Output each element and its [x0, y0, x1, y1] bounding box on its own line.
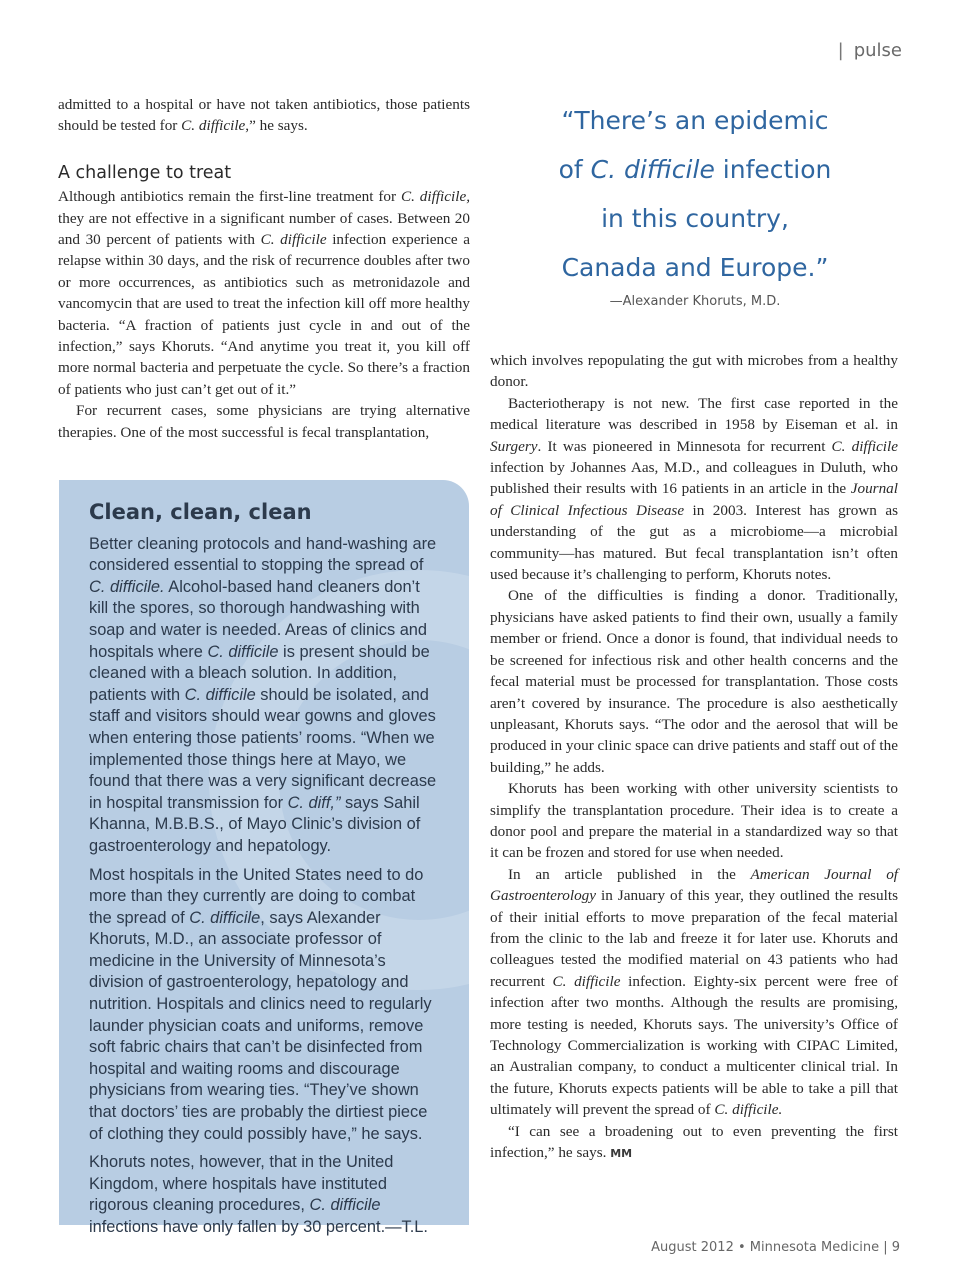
pull-quote-line: in this country,	[601, 204, 789, 233]
body-paragraph: For recurrent cases, some physicians are trying alternative therapies. One of the most successful is fecal transplantation,	[58, 402, 470, 441]
section-name: pulse	[853, 40, 902, 61]
signoff-mark: MM	[610, 1147, 633, 1161]
body-paragraph: One of the difficulties is finding a donor. Traditionally, physicians have asked patients to find their own, usually a family member or friend. Once a donor is found, that individual needs to be screened for infectious risk and other health concerns and the fecal material must be processed for transplantation. Those costs aren’t covered by insurance. The procedure is also aesthetically unpleasant, Khoruts says. “The odor and the aerosol that will be produced in your clinic space can drive patients and staff out of the building,” he adds.	[490, 587, 898, 776]
body-paragraph: Although antibiotics remain the first-line treatment for C. difficile, they are not effective in a significant number of cases. Between 20 and 30 percent of patients with C. difficile infection experience a relapse within 30 days, and the risk of recurrence doubles after two or more occurrences, as antibiotics such as metronidazole and vancomycin that are used to treat the infection kill off more healthy bacteria. “A fraction of patients just cycle in and out of the infection,” says Khoruts. “And anytime you treat it, you kill off more normal bacteria and perpetuate the cycle. So there’s a fraction of patients who just can’t get out of it.”	[58, 188, 470, 398]
sidebar-paragraph: Khoruts notes, however, that in the United Kingdom, where hospitals have instituted rigorous cleaning procedures, C. difficile infections have only fallen by 30 percent.—T.L.	[89, 1153, 428, 1236]
sidebar-title: Clean, clean, clean	[89, 500, 312, 524]
sidebar-paragraph: Better cleaning protocols and hand-washing are considered essential to stopping the spread of C. difficile. Alcohol-based hand cleaners don’t kill the spores, so thorough handwashing with soap and water is needed. Areas of clinics and hospitals where C. difficile is present should be cleaned with a bleach solution. In addition, patients with C. difficile should be isolated, and staff and visitors should wear gowns and gloves when entering those patients’ rooms. “When we implemented those things here at Mayo, we found that there was a very significant decrease in hospital transmission for C. diff,” says Sahil Khanna, M.B.B.S., of Mayo Clinic’s division of gastroenterology and hepatology.	[89, 534, 437, 855]
pull-quote-line: of C. difficile infection	[558, 155, 832, 184]
left-column	[58, 94, 470, 443]
page-footer: August 2012 • Minnesota Medicine | 9	[651, 1240, 900, 1255]
intro-paragraph: admitted to a hospital or have not taken antibiotics, those patients should be tested for C. difficile,” he says.	[58, 96, 470, 135]
pull-quote-line: “There’s an epidemic	[561, 106, 829, 135]
sidebar-box	[59, 480, 469, 1236]
body-paragraph: Khoruts has been working with other university scientists to simplify the transplantation procedure. Their idea is to create a donor pool and prepare the material in a standardized way so that it can be frozen and stored for use when needed.	[490, 780, 898, 862]
body-paragraph: Bacteriotherapy is not new. The first case reported in the medical literature was described in 1958 by Eiseman et al. in Surgery. It was pioneered in Minnesota for recurrent C. difficile infection by Johannes Aas, M.D., and colleagues in Duluth, who published their results with 16 patients in an article in the Journal of Clinical Infectious Disease in 2003. Interest has grown as understanding of the gut as a microbiome—a microbial community—has matured. But fecal transplantation isn’t often used because it’s challenging to perform, Khoruts notes.	[490, 394, 898, 584]
subheading-challenge: A challenge to treat	[58, 162, 232, 183]
right-column	[490, 350, 898, 1164]
pull-quote	[540, 96, 850, 292]
sidebar-paragraph: Most hospitals in the United States need to do more than they currently are doing to combat the spread of C. difficile, says Alexander Khoruts, M.D., an associate professor of medicine in the University of Minnesota’s division of gastroenterology, hepatology and nutrition. Hospitals and clinics need to regularly launder physician coats and uniforms, remove soft fabric chairs that can’t be disinfected from hospital and waiting rooms and discourage physicians from wearing ties. “They’ve shown that doctors’ ties are probably the dirtiest piece of clothing they could possibly have,” he says.	[89, 865, 432, 1143]
body-paragraph: “I can see a broadening out to even preventing the first infection,” he says. MM	[490, 1122, 898, 1162]
pull-quote-attribution: —Alexander Khoruts, M.D.	[609, 294, 781, 309]
body-paragraph: which involves repopulating the gut with microbes from a healthy donor.	[490, 352, 898, 391]
section-header: | pulse	[837, 40, 902, 61]
pull-quote-line: Canada and Europe.”	[561, 253, 829, 282]
body-paragraph: In an article published in the American Journal of Gastroenterology in January of this year, they outlined the results of their initial efforts to move preparation of the fecal material from the clinic to the lab and freeze it for later use. Khoruts and colleagues tested the modified material on 43 patients who had recurrent C. difficile infection. Eighty-six percent were free of infection after two months. Although the results are promising, more testing is needed, Khoruts says. The university’s Office of Technology Commercialization is working with CIPAC Limited, an Australian company, to conduct a multicenter clinical trial. In the future, Khoruts expects patients will be able to take a pill that ultimately will prevent the spread of C. difficile.	[490, 865, 899, 1119]
